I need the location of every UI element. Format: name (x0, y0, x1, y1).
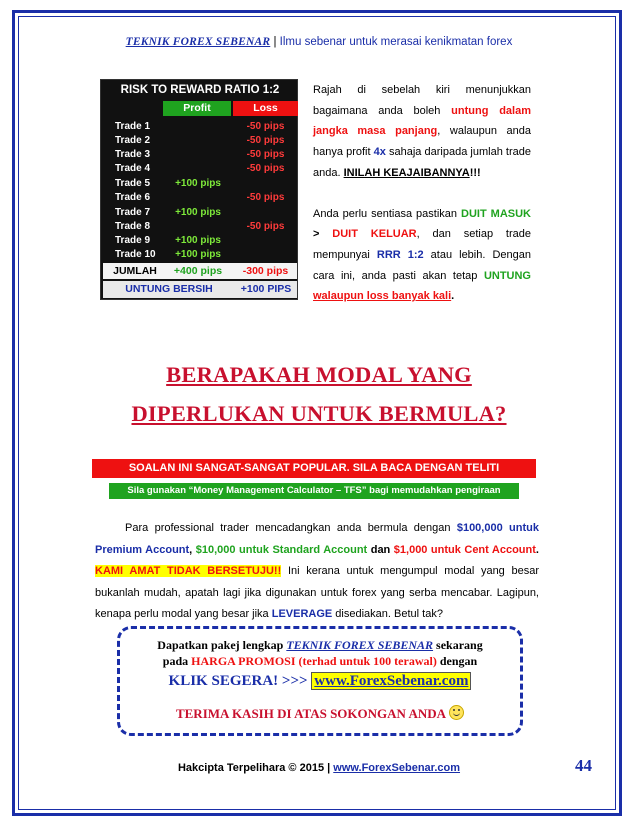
text-run-red-underline: walaupun loss banyak kali (313, 290, 452, 303)
page-footer (0, 762, 638, 774)
text-run-green: UNTUNG (483, 269, 531, 282)
trade-loss: -50 pips (246, 221, 285, 232)
rrr-explanation (313, 80, 531, 327)
footer-copyright: Hakcipta Terpelihara © 2015 | (177, 762, 334, 774)
trade-label: Trade 1 (115, 121, 151, 132)
rrr-col-loss: Loss (233, 101, 298, 116)
rrr-net-value: +100 PIPS (240, 283, 292, 295)
text-run-blue: LEVERAGE (271, 608, 333, 620)
text-run: pada (162, 654, 192, 668)
trade-label: Trade 5 (115, 178, 151, 189)
footer-url-link[interactable]: www.ForexSebenar.com (333, 762, 461, 774)
text-run: Dapatkan pakej lengkap (157, 638, 287, 652)
text-run: sekarang (433, 638, 483, 652)
trade-label: Trade 8 (115, 221, 151, 232)
text-run-blue: $100,000 untuk Premium Account (95, 522, 539, 556)
trade-loss: -50 pips (246, 163, 285, 174)
text-run: , dan setiap trade mempunyai (313, 228, 531, 261)
text-run-green: DUIT MASUK (461, 207, 531, 220)
text-run-highlight: KAMI AMAT TIDAK BERSETUJU!! (95, 565, 282, 577)
promo-price: HARGA PROMOSI (terhad untuk 100 terawal) (191, 654, 437, 668)
text-run: Anda perlu sentiasa pastikan (313, 207, 462, 220)
text-run: Para professional trader mencadangkan anda bermula dengan (125, 522, 457, 534)
warning-banner: SOALAN INI SANGAT-SANGAT POPULAR. SILA BACA DENGAN TELITI (92, 459, 536, 478)
trade-loss: -50 pips (246, 192, 285, 203)
promo-url-link[interactable]: www.ForexSebenar.com (311, 672, 471, 690)
promo-thanks-line (117, 705, 523, 723)
trade-profit: +100 pips (175, 178, 221, 189)
rrr-title: RISK TO REWARD RATIO 1:2 (120, 84, 280, 96)
header-tagline: Ilmu sebenar untuk merasai kenikmatan forex (279, 36, 513, 48)
text-run: > (313, 228, 333, 241)
text-run: dengan (436, 654, 478, 668)
risk-reward-table (100, 79, 298, 300)
promo-line-1 (117, 638, 523, 653)
trade-profit: +100 pips (175, 235, 221, 246)
section-title-line-2: DIPERLUKAN UNTUK BERMULA? (131, 401, 507, 426)
text-run: , (189, 543, 196, 556)
text-run: dan (367, 543, 394, 556)
rrr-total-label: JUMLAH (113, 265, 157, 277)
promo-line-2 (117, 654, 523, 669)
rrr-total-profit: +400 pips (173, 265, 223, 277)
promo-cta-text: KLIK SEGERA! >>> (168, 673, 312, 689)
header-brand: TEKNIK FOREX SEBENAR (125, 36, 271, 48)
header-separator: | (270, 36, 280, 48)
text-run-blue: 4x (373, 146, 386, 159)
rrr-net-label: UNTUNG BERSIH (125, 283, 213, 295)
text-run: atau lebih. Dengan cara ini, anda pasti akan tetap (313, 248, 531, 282)
calculator-note-banner: Sila gunakan “Money Management Calculator – TFS” bagi memudahkan pengiraan (109, 483, 519, 499)
text-run-blue: RRR 1:2 (376, 248, 424, 261)
text-run: , walaupun anda hanya profit (313, 125, 531, 159)
promo-cta-line (117, 672, 523, 690)
text-run-red: DUIT KELUAR (332, 228, 417, 241)
trade-label: Trade 7 (115, 207, 151, 218)
trade-label: Trade 3 (115, 149, 151, 160)
text-run: Rajah di sebelah kiri menunjukkan bagaimana anda boleh (313, 84, 531, 117)
text-run-red: $1,000 untuk Cent Account (393, 543, 536, 556)
promo-brand: TEKNIK FOREX SEBENAR (286, 638, 434, 652)
text-run-red: untung dalam jangka masa panjang (313, 104, 532, 138)
trade-label: Trade 10 (115, 249, 156, 260)
trade-label: Trade 9 (115, 235, 151, 246)
text-run: !!! (469, 166, 481, 179)
text-run-emphasis: INILAH KEAJAIBANNYA (343, 166, 470, 179)
text-run: Ini kerana untuk mengumpul modal yang besar bukanlah mudah, apatah lagi jika digunakan untuk forex yang serba mencabar. Lagipun, kenapa perlu modal yang besar jika (95, 565, 539, 620)
promo-thanks: TERIMA KASIH DI ATAS SOKONGAN ANDA (175, 706, 447, 721)
text-run: sahaja daripada jumlah trade anda. (313, 146, 531, 179)
page-header (0, 36, 638, 48)
trade-loss: -50 pips (246, 149, 285, 160)
page-number: 44 (575, 756, 592, 775)
text-run-green: $10,000 untuk Standard Account (195, 543, 368, 556)
trade-label: Trade 2 (115, 135, 151, 146)
trade-loss: -50 pips (246, 135, 285, 146)
text-run: . (535, 543, 539, 556)
rrr-col-profit: Profit (163, 101, 231, 116)
capital-paragraph (95, 518, 539, 626)
explanation-paragraph-1 (313, 80, 531, 184)
trade-profit: +100 pips (175, 207, 221, 218)
trade-loss: -50 pips (246, 121, 285, 132)
smiley-icon (449, 705, 464, 720)
explanation-paragraph-2 (313, 204, 531, 308)
text-run: . (451, 290, 455, 303)
section-title-line-1: BERAPAKAH MODAL YANG (166, 362, 472, 387)
trade-profit: +100 pips (175, 249, 221, 260)
rrr-total-loss: -300 pips (242, 265, 289, 277)
trade-label: Trade 6 (115, 192, 151, 203)
trade-label: Trade 4 (115, 163, 151, 174)
text-run: disediakan. Betul tak? (332, 608, 443, 620)
